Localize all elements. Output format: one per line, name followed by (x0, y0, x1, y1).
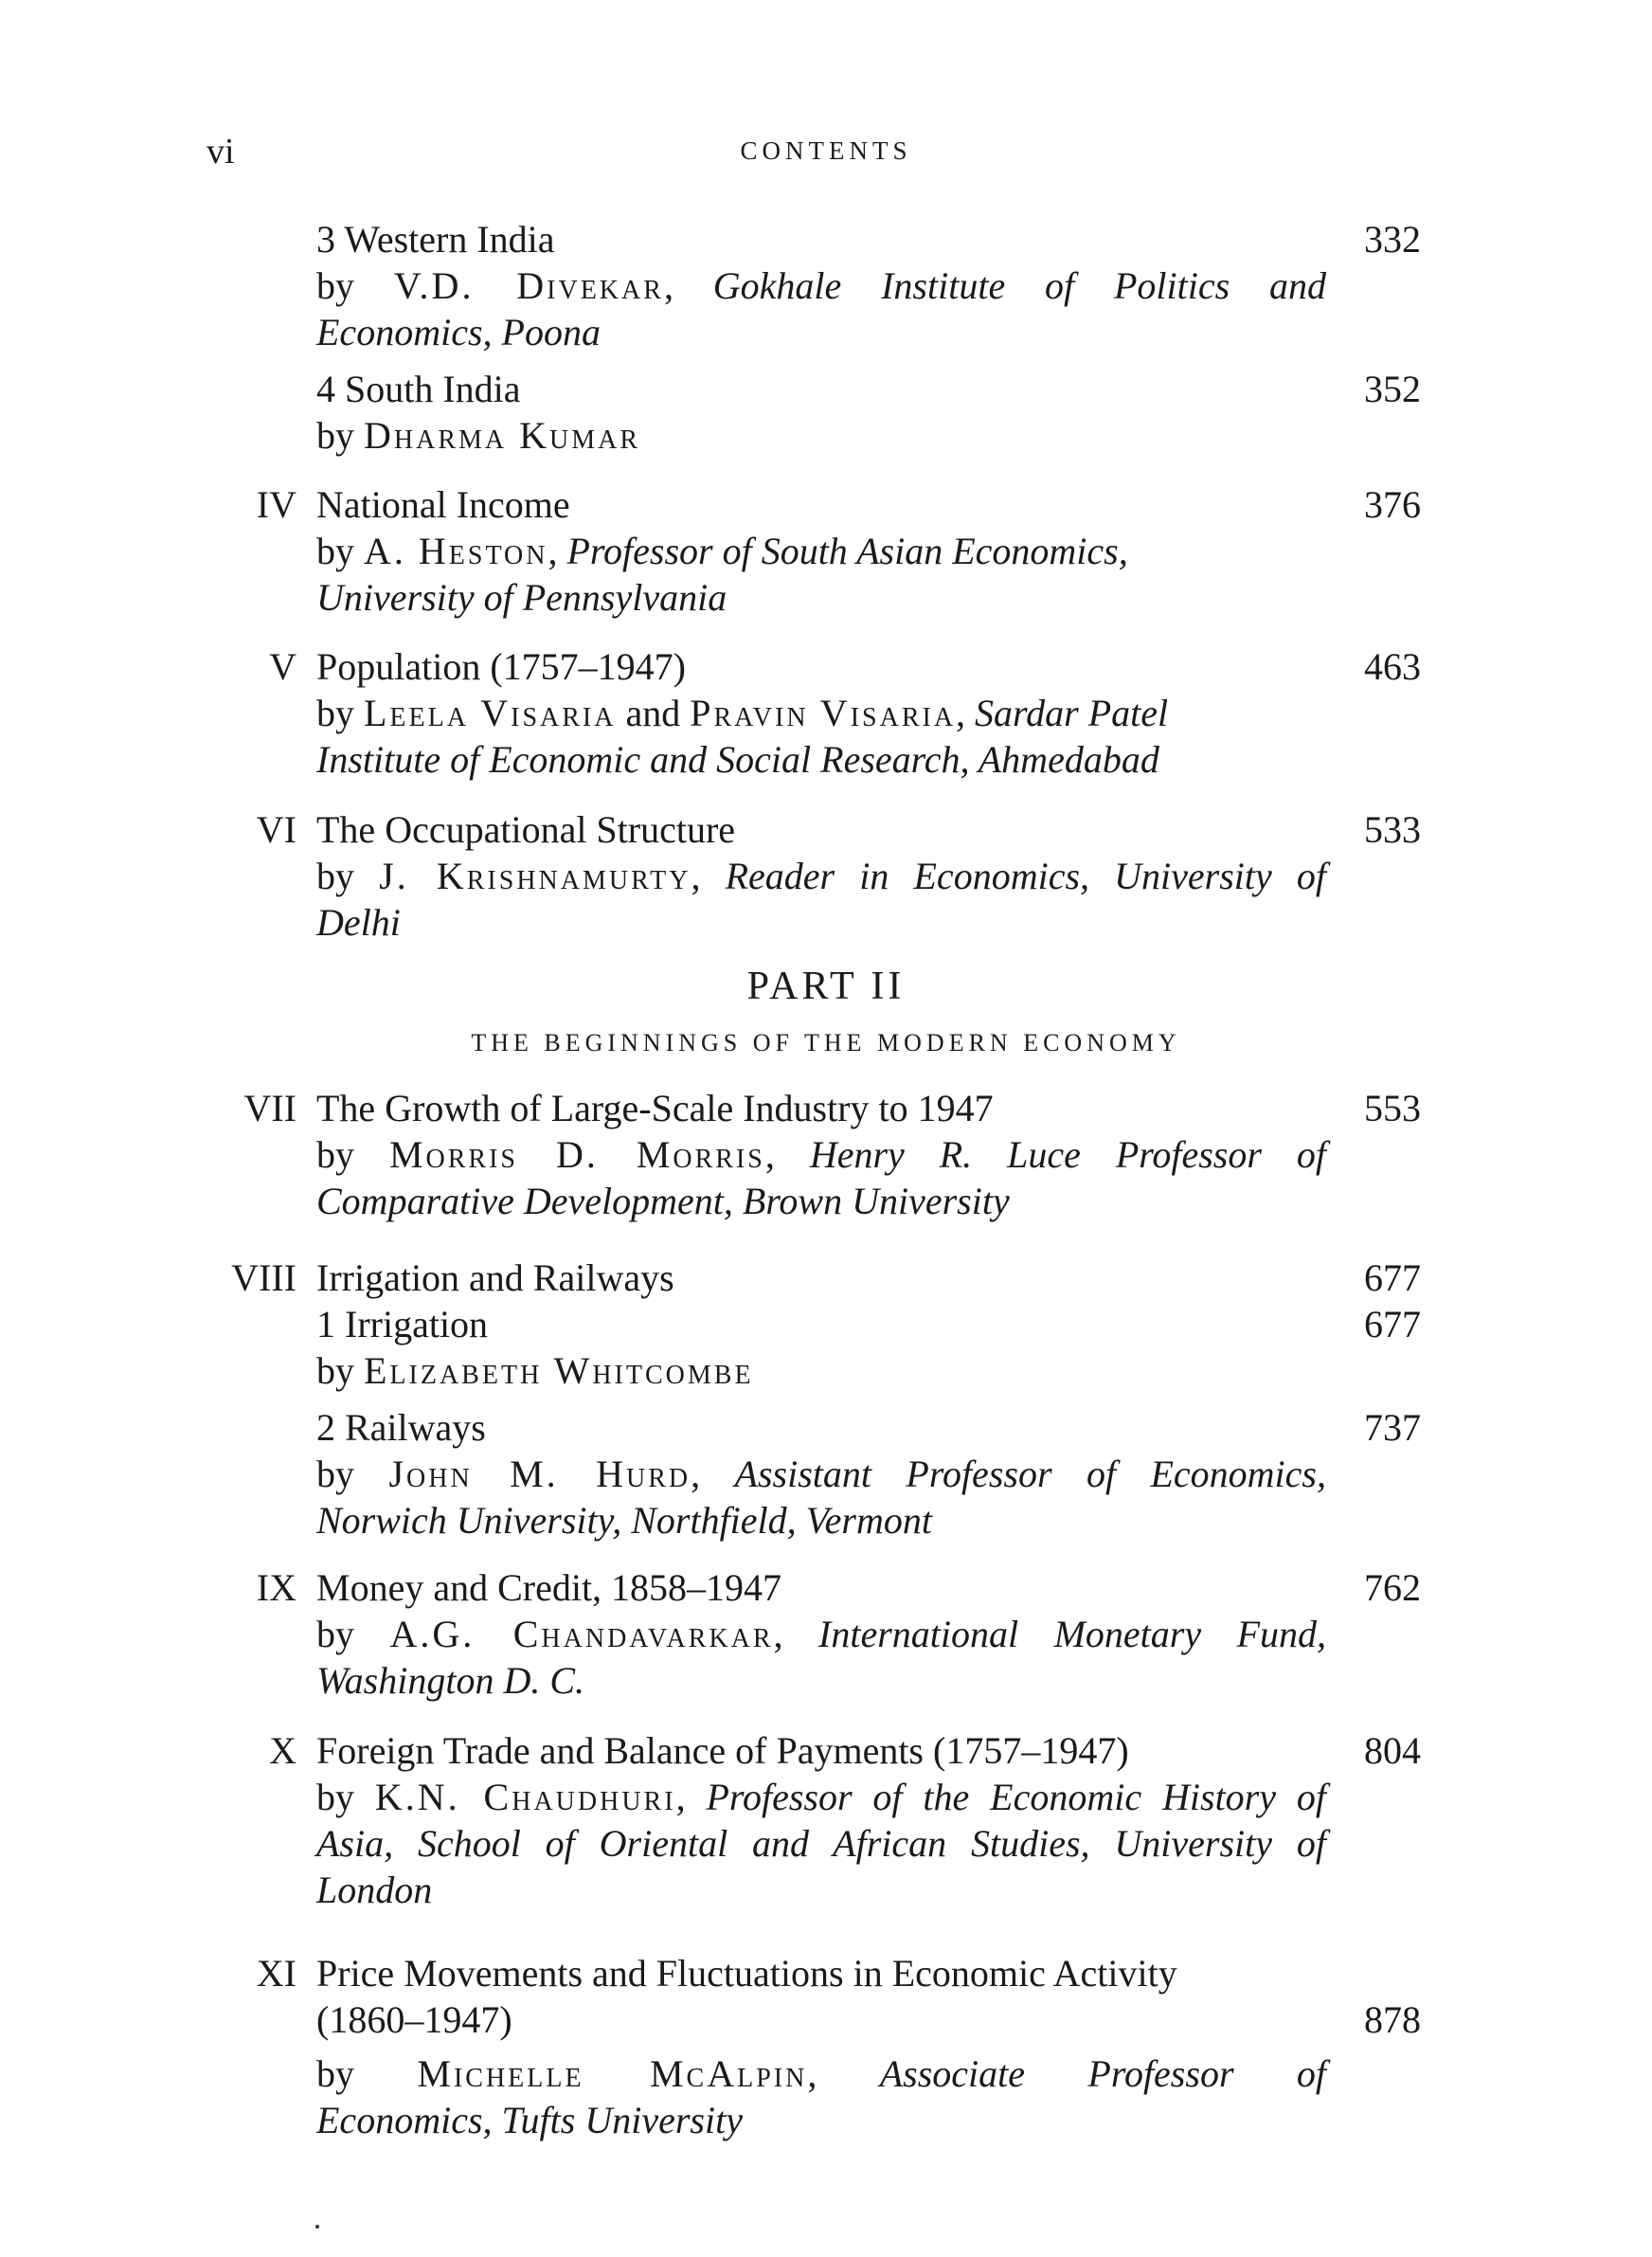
entry-title: Price Movements and Fluctuations in Economic Activity (316, 1952, 1177, 1995)
separator: , (548, 530, 558, 572)
entry-title: 2 Railways (316, 1406, 486, 1449)
author-name: K.N. Chaudhuri (374, 1776, 676, 1818)
affiliation: Sardar Patel (975, 692, 1169, 734)
affiliation: Economics, Poona (316, 311, 601, 353)
running-title: CONTENTS (740, 136, 912, 165)
entry-title: Population (1757–1947) (316, 645, 686, 688)
page-header (0, 131, 1652, 172)
author-name: Dharma Kumar (364, 414, 641, 457)
affiliation: Henry R. Luce Professor of (809, 1133, 1327, 1176)
separator: , (663, 264, 673, 307)
author-name: J. Krishnamurty (379, 855, 691, 897)
entry-title: 4 South India (316, 368, 521, 410)
section-title: 1 Irrigation (316, 1303, 489, 1345)
chapter-numeral: VII (243, 1087, 296, 1129)
part-subtitle: THE BEGINNINGS OF THE MODERN ECONOMY (471, 1029, 1181, 1056)
entry-page: 878 (1364, 1998, 1421, 2041)
author-name: A. Heston (364, 530, 548, 572)
affiliation: Economics, Tufts University (316, 2099, 743, 2141)
author-name: Leela Visaria (364, 692, 617, 734)
chapter-numeral: V (269, 645, 296, 688)
affiliation: Asia, School of Oriental and African Studies, University of (316, 1822, 1326, 1865)
entry-page: 352 (1364, 368, 1421, 410)
affiliation: Gokhale Institute of Politics and (712, 264, 1326, 307)
entry-title: Irrigation and Railways (316, 1256, 674, 1299)
entry-page: 376 (1364, 483, 1421, 526)
entry-title: The Occupational Structure (316, 808, 736, 851)
chapter-numeral: XI (256, 1952, 296, 1995)
separator: , (691, 1453, 701, 1495)
author-name: Michelle McAlpin (417, 2052, 808, 2095)
entry-title: 3 Western India (316, 218, 555, 261)
affiliation: Washington D. C. (316, 1659, 585, 1702)
entry-page: 553 (1364, 1087, 1421, 1129)
by-word: by (316, 1453, 354, 1495)
by-word: by (316, 264, 354, 307)
print-speck (315, 2225, 319, 2229)
toc-entry-railways (0, 1404, 1652, 1542)
author-name: John M. Hurd (388, 1453, 691, 1495)
by-word: by (316, 692, 354, 734)
entry-author-block (316, 262, 1326, 355)
toc-entry-population (0, 643, 1652, 781)
affiliation: International Monetary Fund, (818, 1613, 1327, 1655)
entry-page: 332 (1364, 218, 1421, 261)
separator: , (675, 1776, 686, 1818)
entry-title: The Growth of Large-Scale Industry to 1947 (316, 1087, 994, 1129)
affiliation: Professor of South Asian Economics, (566, 530, 1128, 572)
entry-page: 533 (1364, 808, 1421, 851)
affiliation: University of Pennsylvania (316, 576, 727, 619)
affiliation: Delhi (316, 901, 401, 944)
separator: , (807, 2052, 817, 2095)
author-name: A.G. Chandavarkar (389, 1613, 774, 1655)
author-name: Elizabeth Whitcombe (364, 1349, 754, 1392)
chapter-numeral: VIII (231, 1256, 296, 1299)
toc-entry-occupational-structure (0, 806, 1652, 944)
toc-entry-price-movements (0, 1950, 1652, 2141)
affiliation: Comparative Development, Brown University (316, 1180, 1010, 1222)
entry-title: Money and Credit, 1858–1947 (316, 1566, 782, 1609)
chapter-numeral: IV (256, 483, 296, 526)
separator: , (773, 1613, 783, 1655)
affiliation: Institute of Economic and Social Research, Ahmedabad (316, 738, 1159, 781)
toc-entry-national-income (0, 481, 1652, 619)
affiliation: Associate Professor of (879, 2052, 1327, 2095)
by-word: by (316, 1613, 354, 1655)
author-name: Morris D. Morris (388, 1133, 765, 1176)
affiliation: London (316, 1869, 433, 1911)
entry-page: 762 (1364, 1566, 1421, 1609)
separator: , (764, 1133, 775, 1176)
toc-entry-western-india (0, 216, 1652, 353)
separator: , (691, 855, 701, 897)
by-word: by (316, 2052, 354, 2095)
toc-entry-irrigation-railways (0, 1255, 1652, 1392)
author-name-2: Pravin Visaria (690, 692, 957, 734)
by-word: by (316, 414, 354, 457)
entry-title-continued: (1860–1947) (316, 1998, 512, 2041)
part-title: PART II (746, 965, 906, 1008)
and-word: and (625, 692, 681, 734)
entry-title: National Income (316, 483, 570, 526)
affiliation: Professor of the Economic History of (706, 1776, 1327, 1818)
by-word: by (316, 1776, 354, 1818)
affiliation: Reader in Economics, University of (725, 855, 1327, 897)
entry-page: 463 (1364, 645, 1421, 688)
by-word: by (316, 530, 354, 572)
chapter-numeral: VI (256, 808, 296, 851)
by-word: by (316, 1349, 354, 1392)
separator: , (956, 692, 966, 734)
author-name: V.D. Divekar (393, 264, 664, 307)
section-page: 677 (1364, 1303, 1421, 1345)
by-word: by (316, 855, 354, 897)
affiliation: Assistant Professor of Economics, (734, 1453, 1326, 1495)
toc-entry-south-india (0, 366, 1652, 457)
toc-entry-money-credit (0, 1564, 1652, 1702)
entry-page: 804 (1364, 1729, 1421, 1772)
page-number: vi (206, 132, 235, 172)
toc-entry-large-scale-industry (0, 1085, 1652, 1222)
chapter-numeral: IX (256, 1566, 296, 1609)
by-word: by (316, 1133, 354, 1176)
entry-page: 737 (1364, 1406, 1421, 1449)
toc-entry-foreign-trade (0, 1727, 1652, 1911)
entry-page: 677 (1364, 1256, 1421, 1299)
chapter-numeral: X (269, 1729, 296, 1772)
affiliation: Norwich University, Northfield, Vermont (316, 1499, 932, 1542)
entry-title: Foreign Trade and Balance of Payments (1757–1947) (316, 1729, 1129, 1772)
